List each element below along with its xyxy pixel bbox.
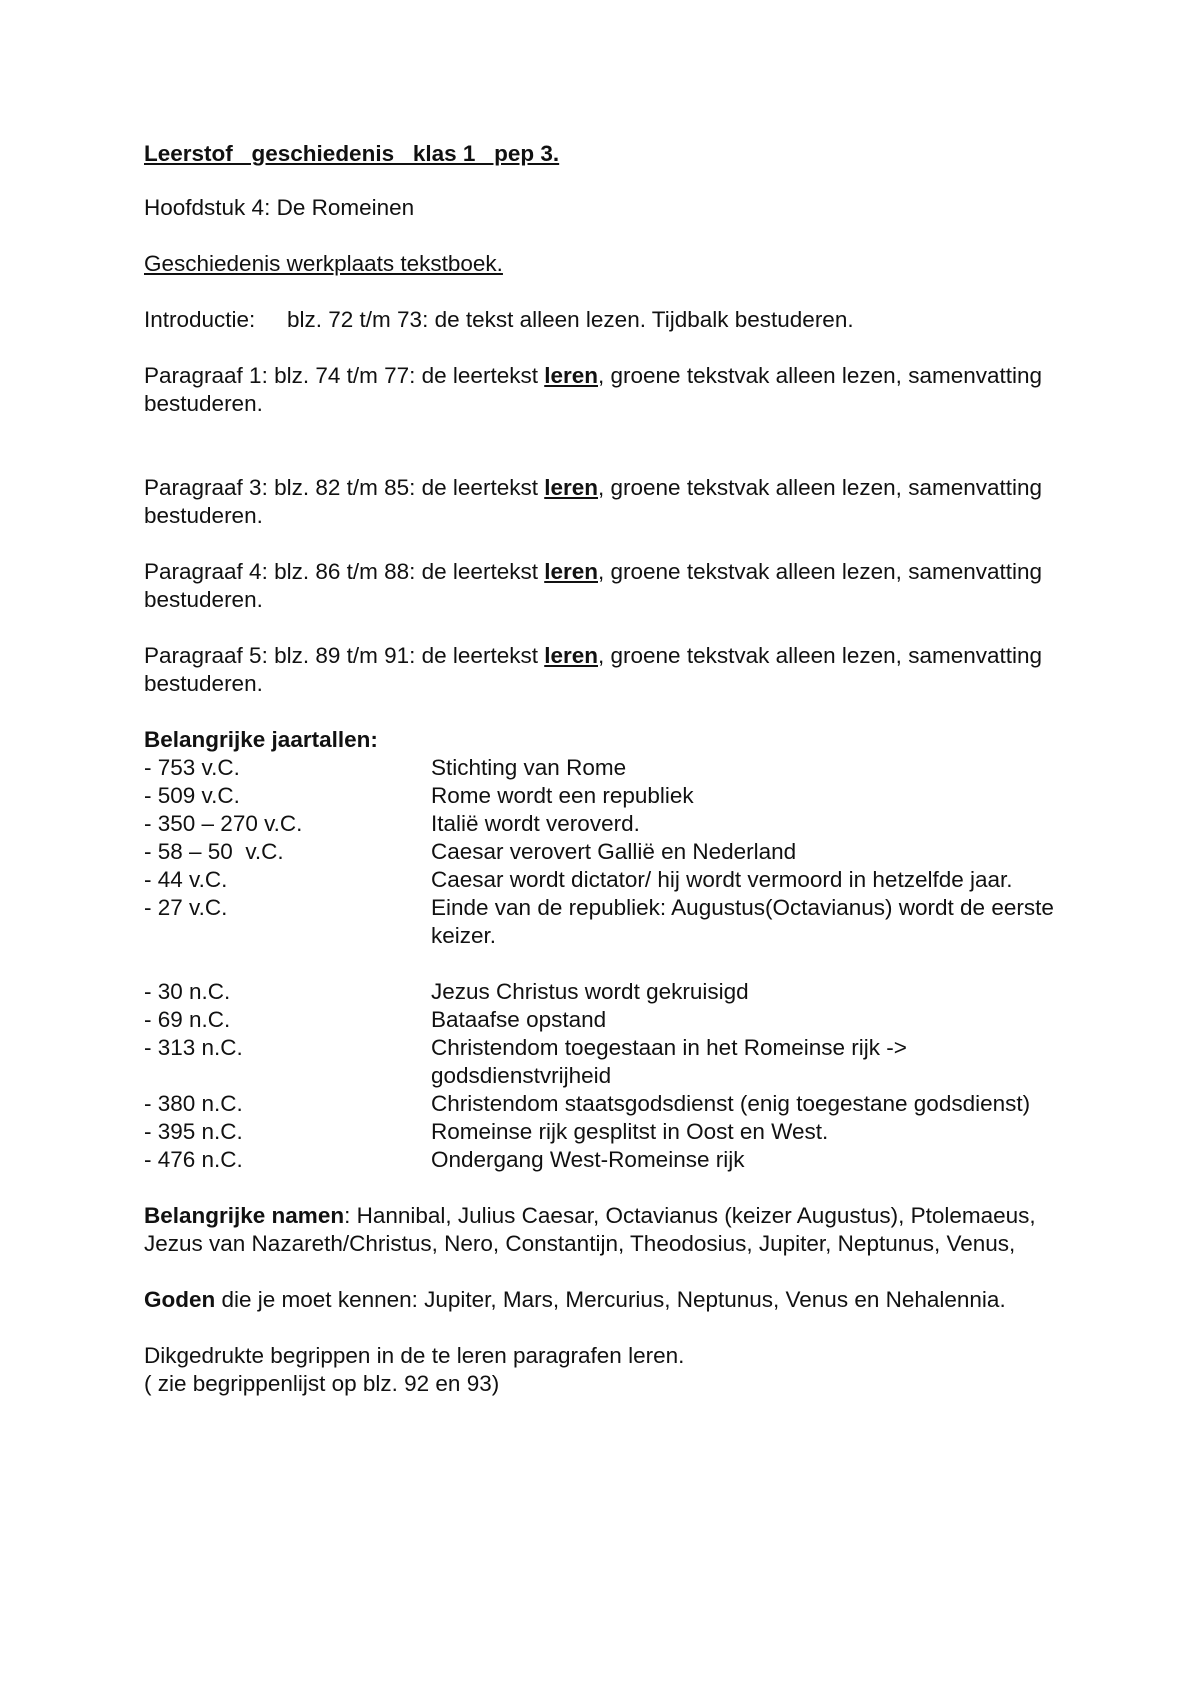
date-event: Caesar wordt dictator/ hij wordt vermoord in hetzelfde jaar.: [431, 867, 1013, 892]
date-row: [144, 978, 1084, 1006]
paragraph-suffix: , groene tekstvak alleen lezen, samenvatting bestuderen.: [144, 475, 1043, 528]
dates-heading: Belangrijke jaartallen:: [144, 727, 378, 752]
date-event: Einde van de republiek: Augustus(Octavianus) wordt de eerste keizer.: [431, 895, 1054, 948]
date-event: Stichting van Rome: [431, 755, 627, 780]
date-row: [144, 1146, 1084, 1174]
gods-paragraph: [144, 1286, 1084, 1314]
date-row: [144, 866, 1084, 894]
intro-label: Introductie:: [144, 307, 256, 332]
names-paragraph: [144, 1202, 1084, 1258]
intro-line: [144, 306, 1084, 334]
page-title: Leerstof geschiedenis klas 1 pep 3.: [144, 141, 560, 166]
date-year: - 69 n.C.: [144, 1007, 231, 1032]
date-row: [144, 1034, 1084, 1090]
paragraph-suffix: , groene tekstvak alleen lezen, samenvatting bestuderen.: [144, 643, 1043, 696]
date-row: [144, 838, 1084, 866]
paragraph-prefix: Paragraaf 1: blz. 74 t/m 77: de leertekst: [144, 363, 545, 388]
date-year: - 350 – 270 v.C.: [144, 811, 303, 836]
dates-table: [144, 754, 1084, 1174]
date-year: - 509 v.C.: [144, 783, 240, 808]
date-event: Jezus Christus wordt gekruisigd: [431, 979, 749, 1004]
chapter-heading: Hoofdstuk 4: De Romeinen: [144, 195, 415, 220]
date-event: Bataafse opstand: [431, 1007, 607, 1032]
paragraph-emphasis: leren: [544, 475, 598, 500]
date-year: - 313 n.C.: [144, 1035, 243, 1060]
date-year: - 58 – 50 v.C.: [144, 839, 284, 864]
blank-line: [144, 446, 1084, 474]
date-row: [144, 782, 1084, 810]
date-row: [144, 1118, 1084, 1146]
paragraph-item: [144, 362, 1084, 418]
gods-text: die je moet kennen: Jupiter, Mars, Mercurius, Neptunus, Venus en Nehalennia.: [215, 1287, 1006, 1312]
date-year: - 395 n.C.: [144, 1119, 243, 1144]
date-year: - 30 n.C.: [144, 979, 231, 1004]
paragraph-prefix: Paragraaf 5: blz. 89 t/m 91: de leertekst: [144, 643, 545, 668]
paragraph-emphasis: leren: [544, 363, 598, 388]
book-title: Geschiedenis werkplaats tekstboek.: [144, 251, 503, 276]
date-year: - 27 v.C.: [144, 895, 228, 920]
paragraph-suffix: , groene tekstvak alleen lezen, samenvatting bestuderen.: [144, 363, 1043, 416]
intro-text: blz. 72 t/m 73: de tekst alleen lezen. Tijdbalk bestuderen.: [287, 307, 854, 332]
date-event: Rome wordt een republiek: [431, 783, 694, 808]
date-event: Caesar verovert Gallië en Nederland: [431, 839, 797, 864]
paragraph-prefix: Paragraaf 4: blz. 86 t/m 88: de leertekst: [144, 559, 545, 584]
date-row: [144, 1006, 1084, 1034]
date-event: Christendom toegestaan in het Romeinse rijk -> godsdienstvrijheid: [431, 1035, 907, 1088]
date-event: Christendom staatsgodsdienst (enig toegestane godsdienst): [431, 1091, 1031, 1116]
paragraph-item: [144, 558, 1084, 614]
paragraph-prefix: Paragraaf 3: blz. 82 t/m 85: de leertekst: [144, 475, 545, 500]
names-text: : Hannibal, Julius Caesar, Octavianus (keizer Augustus), Ptolemaeus, Jezus van Nazareth/Christus, Nero, Constantijn, Theodosius, Jupiter, Neptunus, Venus,: [144, 1203, 1036, 1256]
date-event: Italië wordt veroverd.: [431, 811, 640, 836]
blank-line: [144, 950, 1084, 978]
paragraph-suffix: , groene tekstvak alleen lezen, samenvatting bestuderen.: [144, 559, 1043, 612]
names-label: Belangrijke namen: [144, 1203, 345, 1228]
date-year: - 44 v.C.: [144, 867, 228, 892]
date-year: - 753 v.C.: [144, 755, 240, 780]
date-row: [144, 754, 1084, 782]
date-event: Ondergang West-Romeinse rijk: [431, 1147, 745, 1172]
date-row: [144, 894, 1084, 950]
paragraph-item: [144, 642, 1084, 698]
document-page: [144, 140, 1084, 1426]
paragraph-emphasis: leren: [544, 559, 598, 584]
closing-note: [144, 1342, 1084, 1398]
date-year: - 380 n.C.: [144, 1091, 243, 1116]
date-row: [144, 1090, 1084, 1118]
paragraph-item: [144, 474, 1084, 530]
date-year: - 476 n.C.: [144, 1147, 243, 1172]
paragraph-emphasis: leren: [544, 643, 598, 668]
date-row: [144, 810, 1084, 838]
closing-line-2: ( zie begrippenlijst op blz. 92 en 93): [144, 1371, 500, 1396]
date-event: Romeinse rijk gesplitst in Oost en West.: [431, 1119, 829, 1144]
closing-line-1: Dikgedrukte begrippen in de te leren paragrafen leren.: [144, 1343, 685, 1368]
gods-label: Goden: [144, 1287, 216, 1312]
